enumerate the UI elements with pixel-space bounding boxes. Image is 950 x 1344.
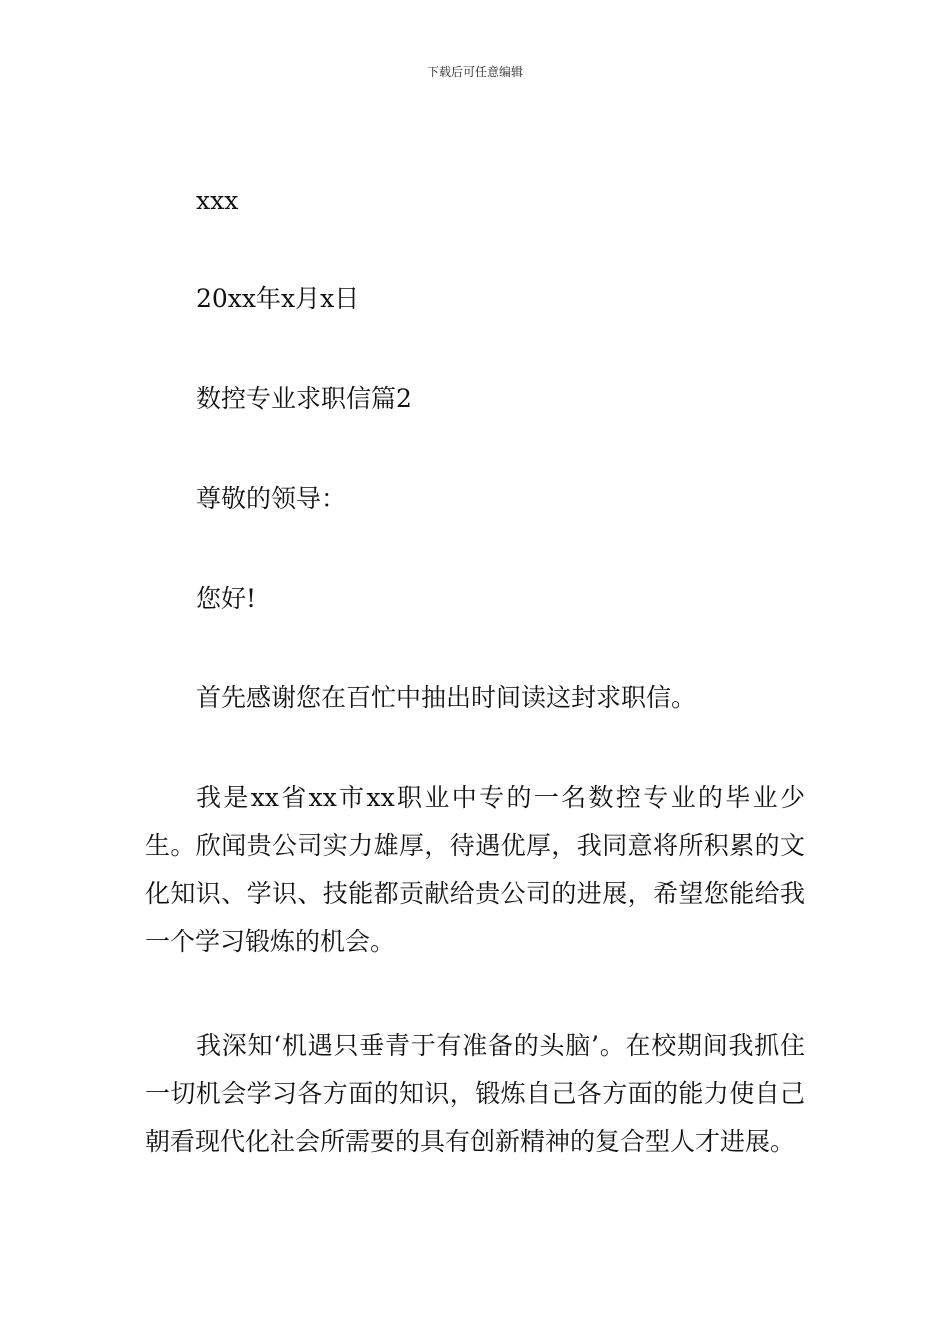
intro-paragraph: 首先感谢您在百忙中抽出时间读这封求职信。 bbox=[196, 683, 697, 712]
salutation: 尊敬的领导： bbox=[196, 484, 347, 513]
body-paragraph-1: 我是xx省xx市xx职业中专的一名数控专业的毕业少生。欣闻贵公司实力雄厚，待遇优厚，我同意将所积累的文化知识、学识、技能都贡献给贵公司的进展，希望您能给我一个学习锻炼的机会。 bbox=[145, 783, 805, 956]
letter-date: 20xx年x月x日 bbox=[196, 284, 360, 313]
page-header: 下载后可任意编辑 bbox=[426, 65, 523, 79]
body-paragraph-2: 我深知‘机遇只垂青于有准备的头脑’。在校期间我抓住一切机会学习各方面的知识，锻炼自己各方面的能力使自己朝看现代化社会所需要的具有创新精神的复合型人才进展。 bbox=[145, 1031, 805, 1156]
signature: xxx bbox=[196, 186, 239, 215]
greeting: 您好! bbox=[196, 584, 257, 613]
letter-title: 数控专业求职信篇2 bbox=[196, 384, 412, 413]
